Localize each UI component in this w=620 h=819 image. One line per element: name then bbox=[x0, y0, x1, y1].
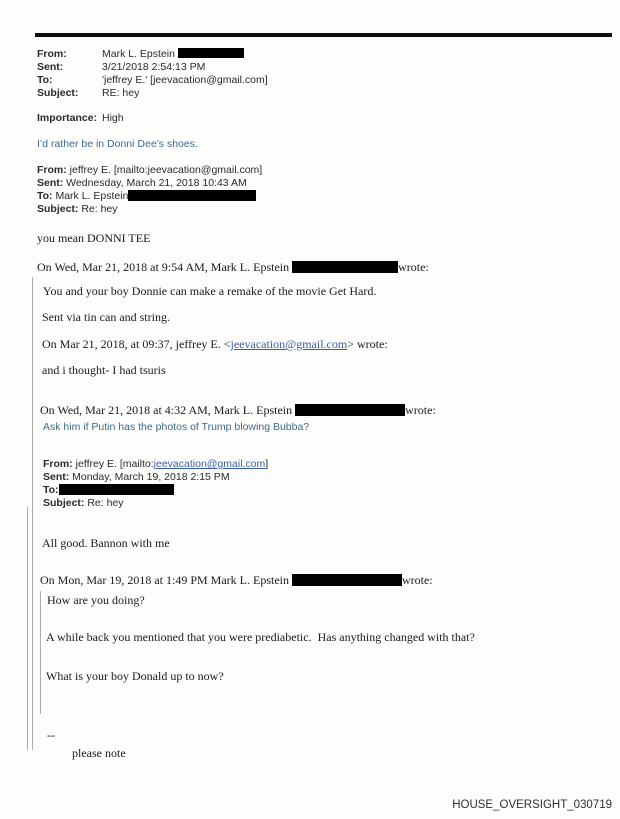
quote-level1-rule bbox=[32, 277, 33, 750]
msg2-to-line: To: Mark L. Epstein bbox=[37, 190, 256, 202]
redaction-bar bbox=[59, 484, 174, 495]
quote1-paragraph: and i thought- I had tsuris bbox=[42, 363, 166, 377]
redaction-bar bbox=[292, 574, 402, 586]
to-label: To: bbox=[37, 74, 53, 86]
msg4-to-line: To: bbox=[43, 484, 174, 496]
quote-level3-rule bbox=[40, 591, 41, 714]
redaction-bar bbox=[295, 404, 405, 416]
quote2-attribution: On Mon, Mar 19, 2018 at 1:49 PM Mark L. Epstein wrote: bbox=[40, 573, 433, 587]
redaction-bar bbox=[178, 48, 244, 58]
quote1-attribution3: On Wed, Mar 21, 2018 at 4:32 AM, Mark L. Epstein wrote: bbox=[40, 403, 436, 417]
subject-label: Subject: bbox=[37, 87, 79, 99]
subject-value: RE: hey bbox=[102, 87, 140, 99]
quote1-attribution2: On Mar 21, 2018, at 09:37, jeffrey E. <jeevacation@gmail.com> wrote: bbox=[42, 337, 388, 351]
signature-dashes: -- bbox=[47, 728, 55, 742]
quote2-paragraph: How are you doing? bbox=[47, 593, 145, 607]
msg4-from-line: From: jeffrey E. [mailto:jeevacation@gmail.com] bbox=[43, 458, 269, 470]
email-link[interactable]: jeevacation@gmail.com bbox=[153, 458, 266, 470]
sent-label: Sent: bbox=[37, 61, 64, 73]
signature-note: please note bbox=[72, 746, 126, 760]
quote2-paragraph: A while back you mentioned that you were prediabetic. Has anything changed with that? bbox=[46, 630, 475, 644]
importance-label: Importance: bbox=[37, 112, 98, 124]
to-value: 'jeffrey E.' [jeevacation@gmail.com] bbox=[102, 74, 268, 86]
msg2-subject-line: Subject: Re: hey bbox=[37, 203, 118, 215]
importance-value: High bbox=[102, 112, 124, 124]
quote1-paragraph: Sent via tin can and string. bbox=[42, 310, 170, 324]
msg4-subject-line: Subject: Re: hey bbox=[43, 497, 124, 509]
redaction-bar bbox=[128, 190, 256, 201]
sent-value: 3/21/2018 2:54:13 PM bbox=[102, 61, 206, 73]
msg4-sent-line: Sent: Monday, March 19, 2018 2:15 PM bbox=[43, 471, 230, 483]
from-value: Mark L. Epstein bbox=[102, 48, 244, 60]
bates-number: HOUSE_OVERSIGHT_030719 bbox=[452, 799, 612, 811]
blue-annotation: Ask him if Putin has the photos of Trump blowing Bubba? bbox=[43, 421, 310, 433]
from-label: From: bbox=[37, 48, 67, 60]
top-message-body: I’d rather be in Donni Dee’s shoes. bbox=[37, 138, 198, 150]
quote1-paragraph: You and your boy Donnie can make a remake of the movie Get Hard. bbox=[43, 284, 377, 298]
msg2-from-line: From: jeffrey E. [mailto:jeevacation@gmail.com] bbox=[37, 164, 263, 176]
msg2-body: you mean DONNI TEE bbox=[37, 231, 151, 245]
quote1-attribution: On Wed, Mar 21, 2018 at 9:54 AM, Mark L. Epstein wrote: bbox=[37, 260, 429, 274]
email-link[interactable]: jeevacation@gmail.com bbox=[230, 337, 348, 351]
quote2-paragraph: What is your boy Donald up to now? bbox=[46, 669, 224, 683]
top-divider-rule bbox=[35, 33, 612, 37]
quote-level2-rule bbox=[27, 507, 28, 750]
msg2-sent-line: Sent: Wednesday, March 21, 2018 10:43 AM bbox=[37, 177, 247, 189]
msg4-body: All good. Bannon with me bbox=[42, 536, 170, 550]
redaction-bar bbox=[292, 261, 398, 273]
